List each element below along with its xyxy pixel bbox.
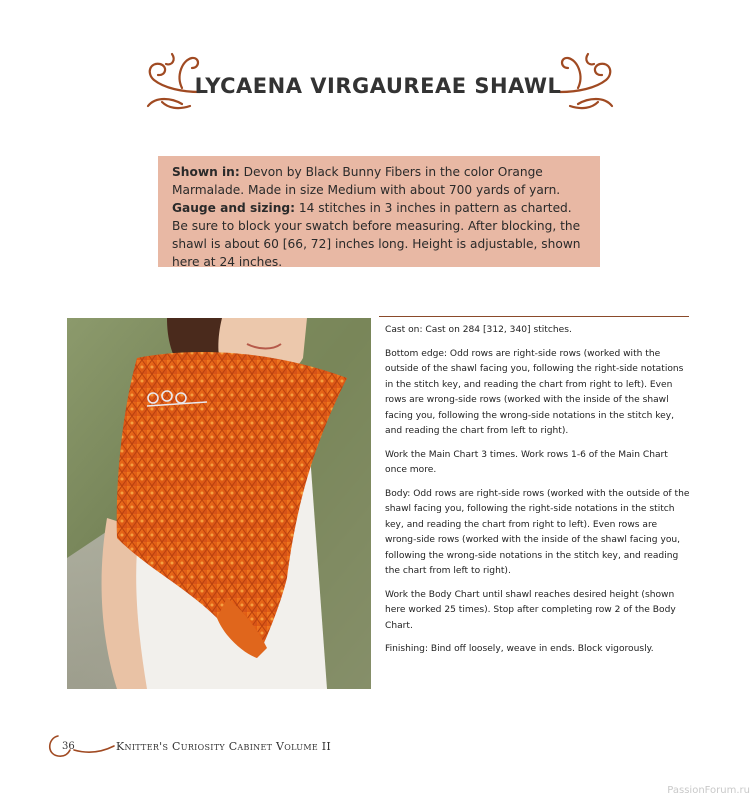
page-title: LYCAENA VIRGAUREAE SHAWL [194, 74, 562, 98]
main-chart-paragraph: Work the Main Chart 3 times. Work rows 1-6 of the Main Chart once more. [385, 449, 668, 475]
body-paragraph: Body: Odd rows are right-side rows (worked with the outside of the shawl facing you, following the right-side notations in the stitch key, and reading the chart from right to left). Even rows are wrong-side rows (worked with the inside of the shawl facing you, following the wrong-side notations in the stitch key, and reading the chart from left to right). [385, 488, 690, 576]
site-watermark: PassionForum.ru [667, 785, 750, 796]
bottom-edge-paragraph: Bottom edge: Odd rows are right-side rows (worked with the outside of the shawl facing you, following the right-side notations in the stitch key, and reading the chart from right to left). Even rows are wrong-side rows (worked with the inside of the shawl facing you, following the wrong-side notations in the stitch key, and reading the chart from left to right). [385, 348, 684, 436]
page-number: 36 [62, 741, 75, 752]
shawl-photo-illustration [67, 318, 371, 689]
shown-in-paragraph [172, 163, 588, 199]
pattern-instructions [385, 323, 690, 666]
shawl-photo [67, 318, 371, 689]
gauge-paragraph [172, 199, 588, 271]
shown-in-label: Shown in: [172, 165, 240, 179]
yarn-info-box [158, 156, 600, 270]
footer-flourish-icon [44, 732, 124, 762]
section-divider [379, 316, 689, 317]
finishing-paragraph: Finishing: Bind off loosely, weave in ends. Block vigorously. [385, 644, 654, 654]
body-chart-paragraph: Work the Body Chart until shawl reaches desired height (shown here worked 25 times). Stop after completing row 2 of the Body Chart. [385, 589, 676, 631]
book-title: Knitter's Curiosity Cabinet Volume II [116, 740, 332, 753]
page-footer [44, 732, 364, 762]
shown-in-text: Devon by Black Bunny Fibers in the color Orange Marmalade. Made in size Medium with about 700 yards of yarn. [172, 165, 561, 198]
gauge-text: 14 stitches in 3 inches in pattern as charted. Be sure to block your swatch before measuring. After blocking, the shawl is about 60 [66, 72] inches long. Height is adjustable, shown here at 24 inches. [172, 201, 581, 270]
cast-on-paragraph: Cast on: Cast on 284 [312, 340] stitches. [385, 325, 572, 335]
gauge-label: Gauge and sizing: [172, 201, 295, 216]
